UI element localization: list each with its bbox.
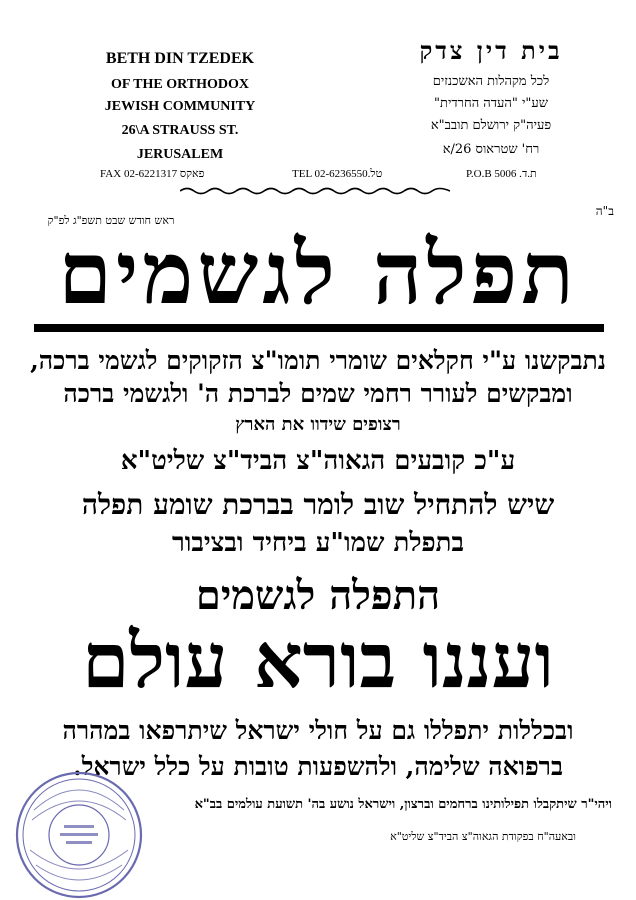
contact-fax: FAX 02-6221317 פאקס: [100, 168, 205, 180]
header-he-title: בית דין צדק: [419, 36, 563, 65]
header-en-line1: BETH DIN TZEDEK: [105, 50, 255, 67]
header-en-line4: 26\A STRAUSS ST.: [121, 123, 239, 138]
bh-mark: ב"ה: [595, 204, 614, 218]
header-en-line5: JERUSALEM: [136, 147, 224, 162]
decree-line3: בתפלת שמו"ע ביחיד ובציבור: [171, 528, 465, 558]
para1-line1: נתבקשנו ע"י חקלאים שומרי תומו"צ הזקוקים לגשמי ברכה,: [30, 346, 606, 375]
header-en-line3: JEWISH COMMUNITY: [104, 99, 256, 114]
header-he-line4: פעיה"ק ירושלם תובב"א: [430, 118, 552, 133]
header-en-line2: OF THE ORTHODOX: [111, 77, 249, 92]
sick-line1: ובכללות יתפללו גם על חולי ישראל שיתרפאו במהרה: [62, 716, 574, 745]
title-underline: [34, 324, 604, 332]
closing-line: ויהי"ר שיתקבלו תפילותינו ברחמים וברצון, וישראל נושע בה' תשועת עולמים בב"א: [194, 797, 612, 812]
contact-pob: P.O.B 5006 .ת.ד: [466, 168, 537, 180]
decree-line1: ע"כ קובעים הגאוה"צ הביד"צ שליט"א: [120, 446, 516, 476]
signature-line: ובאעה"ח בפקודת הגאוה"צ הביד"צ שליט"א: [390, 830, 576, 843]
para1-line3: רצופים שידוו את הארץ: [235, 414, 401, 435]
beth-din-stamp: [14, 770, 144, 900]
sick-line2: ברפואה שלימה, ולהשפעות טובות על כלל ישראל.: [72, 752, 563, 781]
header-he-line2: לכל מקהלות האשכנזים: [432, 74, 550, 89]
prayer-title: ועננו בורא עולם: [82, 616, 554, 705]
decree-line2: שיש להתחיל שוב לומר בברכת שומע תפלה: [81, 488, 555, 521]
header-he-line5: רח' שטראוס 26/א: [442, 142, 540, 157]
document-date: ראש חודש שבט תשפ"ג לפ"ק: [47, 214, 175, 227]
decorative-rule: [180, 186, 450, 196]
main-title: תפלה לגשמים: [58, 223, 578, 324]
header-he-line3: שע"י "העדה החרדית": [434, 96, 548, 111]
contact-tel: TEL 02-6236550.טל: [292, 168, 383, 180]
para1-line2: ומבקשים לעורר רחמי שמים לברכת ה' ולגשמי ברכה: [63, 379, 573, 408]
prayer-subtitle: התפלה לגשמים: [195, 572, 441, 619]
